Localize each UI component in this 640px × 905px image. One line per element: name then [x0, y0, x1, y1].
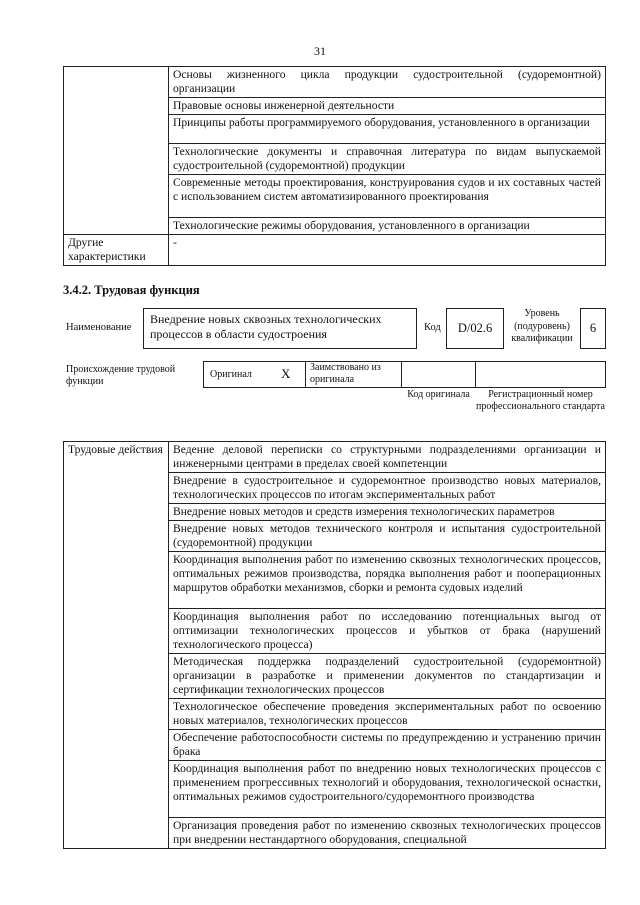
table-row: Правовые основы инженерной деятельности [169, 98, 606, 115]
labor-actions-table [63, 441, 606, 849]
original-label: Оригинал [210, 369, 252, 380]
table-row: Технологические режимы оборудования, установленного в организации [169, 218, 606, 235]
origin-label: Происхождение трудовой функции [66, 364, 176, 387]
table-row: Обеспечение работоспособности системы по предупреждению и устранению причин брака [169, 730, 606, 761]
table-row: Ведение деловой переписки со структурными подразделениями организации и инженерными центрами в пределах своей компетенции [169, 442, 606, 473]
table-row: Координация выполнения работ по изменению сквозных технологических процессов, оптимальных режимов производства, порядка выполнения работ и пооперационных маршрутов обработки механизмов, сборки и ремонта судовых изделий [169, 552, 606, 609]
original-mark: X [281, 366, 291, 381]
knowledge-table [63, 66, 606, 266]
level-label: Уровень (подуровень) квалификации [511, 308, 573, 344]
registration-number-caption: Регистрационный номер профессионального стандарта [476, 389, 605, 412]
table-row: Внедрение новых методов технического контроля и испытания судостроительной (судоремонтной) продукции [169, 521, 606, 552]
borrowed-label: Заимствовано из оригинала [310, 362, 381, 385]
table-row: Принципы работы программируемого оборудования, установленного в организации [169, 115, 606, 144]
table-row: Технологические документы и справочная литература по видам выпускаемой судостроительной (судоремонтной) продукции [169, 144, 606, 175]
table-row: Современные методы проектирования, конструирования судов и их составных частей с использованием систем автоматизированного проектирования [169, 175, 606, 218]
section-heading: 3.4.2. Трудовая функция [63, 283, 200, 297]
other-characteristics-value: - [169, 235, 606, 266]
code-original-caption: Код оригинала [407, 389, 470, 400]
name-label: Наименование [66, 322, 132, 333]
table-row: Внедрение в судостроительное и судоремонтное производство новых материалов, технологических процессов по итогам экспериментальных работ [169, 473, 606, 504]
table-row: Координация выполнения работ по исследованию потенциальных выгод от оптимизации технологических процессов и убытков от брака (нарушений технологического процесса) [169, 609, 606, 654]
table-row: Технологическое обеспечение проведения экспериментальных работ по освоению новых материалов, технологических процессов [169, 699, 606, 730]
origin-code-cell [401, 361, 476, 388]
table-row: Внедрение новых методов и средств измерения технологических параметров [169, 504, 606, 521]
registration-number-cell [475, 361, 606, 388]
function-name: Внедрение новых сквозных технологических процессов в области судостроения [143, 308, 417, 349]
level-value: 6 [580, 308, 606, 349]
table-row: Методическая поддержка подразделений судостроительной (судоремонтной) организации в разработке и применении документов по стандартизации и сертификации технологических процессов [169, 654, 606, 699]
page-number: 31 [314, 44, 326, 58]
empty-label-cell [64, 67, 169, 235]
other-characteristics-label: Другие характеристики [64, 235, 169, 266]
code-label: Код [424, 322, 441, 333]
table-row: Организация проведения работ по изменению сквозных технологических процессов при внедрении нестандартного оборудования, специальной [169, 818, 606, 849]
table-row: Основы жизненного цикла продукции судостроительной (судоремонтной) организации [169, 67, 606, 98]
table-row: Координация выполнения работ по внедрению новых технологических процессов с применением прогрессивных технологий и оборудования, технологической оснастки, оптимальных режимов судостроительного/судоремонтного производства [169, 761, 606, 818]
function-code: D/02.6 [446, 308, 504, 349]
labor-actions-label: Трудовые действия [64, 442, 169, 849]
